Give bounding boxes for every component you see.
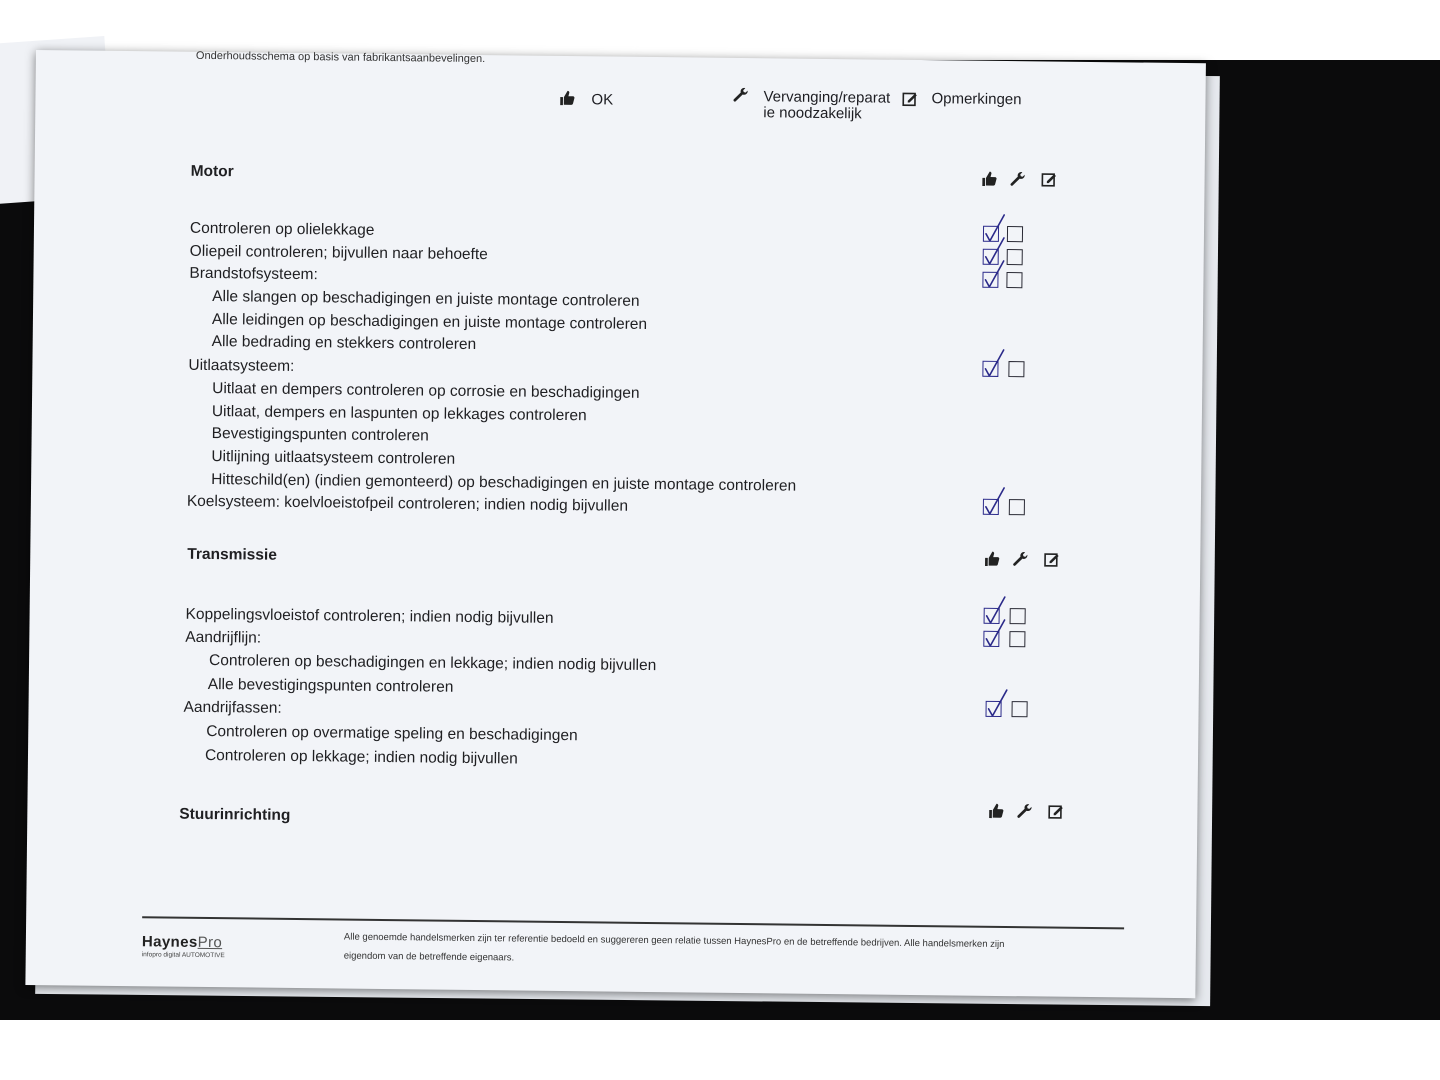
motor-item: Uitlaat, dempers en laspunten op lekkages controleren — [211, 403, 587, 425]
logo-subtitle: infopro digital AUTOMOTIVE — [141, 951, 225, 960]
maintenance-checklist-page — [25, 50, 1206, 998]
transmissie-item: Controleren op beschadigingen en lekkage; indien nodig bijvullen — [208, 652, 657, 675]
transmissie-item: Controleren op lekkage; indien nodig bijvullen — [204, 746, 518, 768]
motor-item: Koelsysteem: koelvloeistofpeil controleren; indien nodig bijvullen — [186, 492, 629, 515]
repair-checkbox[interactable] — [1006, 272, 1022, 288]
repair-checkbox[interactable] — [1009, 499, 1025, 515]
transmissie-item: Alle bevestigingspunten controleren — [207, 675, 454, 696]
transmissie-item: Controleren op overmatige speling en beschadigingen — [206, 722, 578, 745]
pen-check-mark — [982, 484, 1008, 518]
pen-check-mark — [981, 346, 1007, 380]
edit-note-icon — [1040, 170, 1058, 188]
repair-checkbox[interactable] — [1008, 361, 1024, 377]
section-title-transmissie: Transmissie — [187, 545, 277, 564]
thumbs-up-icon — [983, 550, 1001, 568]
legend-repair-label-2: ie noodzakelijk — [763, 104, 862, 123]
repair-checkbox[interactable] — [1010, 608, 1026, 624]
ok-checkbox[interactable] — [983, 499, 999, 515]
ok-checkbox[interactable] — [983, 631, 999, 647]
transmissie-item: Aandrijflijn: — [185, 628, 262, 647]
thumbs-up-icon — [980, 170, 998, 188]
transmissie-item: Aandrijfassen: — [183, 698, 282, 717]
legend-repair-label-1: Vervanging/reparat — [763, 88, 891, 107]
legend-ok-label: OK — [591, 91, 614, 109]
thumbs-up-icon — [558, 89, 576, 107]
motor-item: Controleren op olielekkage — [189, 219, 375, 239]
edit-note-icon — [1043, 550, 1061, 568]
wrench-icon — [1011, 550, 1029, 568]
ok-checkbox[interactable] — [982, 361, 998, 377]
photo-background — [0, 49, 1440, 1020]
haynespro-logo — [142, 933, 225, 959]
footer-divider — [142, 916, 1124, 929]
repair-checkbox[interactable] — [1011, 701, 1027, 717]
section-title-stuurinrichting: Stuurinrichting — [179, 805, 291, 824]
motor-item: Hitteschild(en) (indien gemonteerd) op beschadigingen en juiste montage controleren — [211, 471, 797, 495]
pen-check-mark — [981, 257, 1007, 291]
motor-item: Brandstofsysteem: — [189, 264, 318, 284]
legend-notes-label: Opmerkingen — [931, 90, 1022, 109]
edit-note-icon — [1047, 803, 1065, 821]
footer-disclaimer-line2: eigendom van de betreffende eigenaars. — [343, 950, 515, 964]
logo-pro: Pro — [197, 933, 223, 952]
wrench-icon — [731, 86, 749, 104]
repair-checkbox[interactable] — [1009, 631, 1025, 647]
thumbs-up-icon — [987, 802, 1005, 820]
motor-item: Uitlaatsysteem: — [188, 356, 295, 375]
wrench-icon — [1008, 170, 1026, 188]
motor-item: Uitlaat en dempers controleren op corrosie en beschadigingen — [212, 380, 640, 402]
pen-check-mark — [984, 686, 1010, 720]
motor-item: Bevestigingspunten controleren — [211, 425, 429, 445]
pen-check-mark — [982, 616, 1008, 650]
transmissie-item: Koppelingsvloeistof controleren; indien nodig bijvullen — [185, 605, 554, 627]
motor-item: Uitlijning uitlaatsysteem controleren — [211, 448, 456, 468]
footer-disclaimer-line1: Alle genoemde handelsmerken zijn ter referentie bedoeld en suggereren geen relatie tussen HaynesPro en de betreffende bedrijven. Alle handelsmerken zijn — [343, 931, 1005, 951]
section-title-motor: Motor — [190, 162, 234, 181]
repair-checkbox[interactable] — [1007, 249, 1023, 265]
logo-haynes: Haynes — [141, 933, 198, 951]
repair-checkbox[interactable] — [1007, 226, 1023, 242]
header-cut-text: Onderhoudsschema op basis van fabrikantsaanbevelingen. — [195, 49, 486, 66]
motor-item: Oliepeil controleren; bijvullen naar behoefte — [189, 242, 488, 264]
wrench-icon — [1015, 802, 1033, 820]
ok-checkbox[interactable] — [982, 272, 998, 288]
motor-item: Alle leidingen op beschadigingen en juiste montage controleren — [211, 311, 648, 333]
ok-checkbox[interactable] — [985, 701, 1001, 717]
motor-item: Alle bedrading en stekkers controleren — [211, 333, 477, 354]
edit-note-icon — [901, 90, 919, 108]
motor-item: Alle slangen op beschadigingen en juiste montage controleren — [212, 288, 640, 310]
